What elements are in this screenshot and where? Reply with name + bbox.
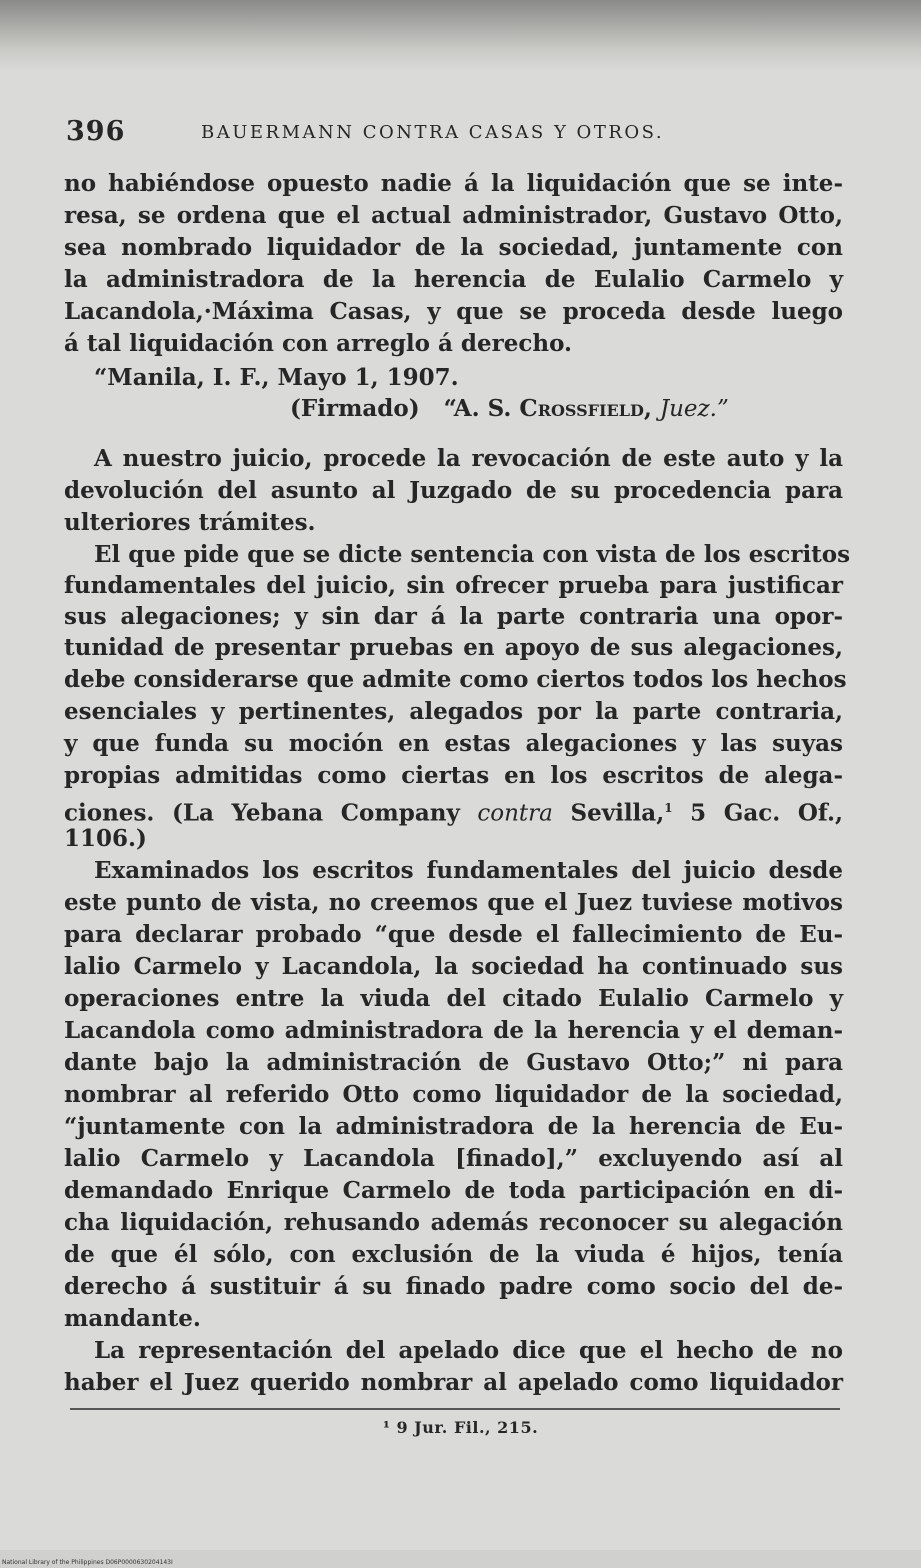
signature-prefix: (Firmado) xyxy=(290,395,420,422)
running-title: BAUERMANN CONTRA CASAS Y OTROS. xyxy=(201,122,665,143)
text-line: sus alegaciones; y sin dar á la parte contraria una opor- xyxy=(64,603,843,630)
scan-edge-top xyxy=(0,0,921,70)
running-head xyxy=(66,116,846,152)
citation-case: (La Yebana Company xyxy=(171,799,460,827)
text-line: lalio Carmelo y Lacandola [finado],” excluyendo así al xyxy=(64,1145,843,1172)
text-line: La representación del apelado dice que el hecho de no xyxy=(94,1337,843,1364)
scan-edge-bottom xyxy=(0,1550,921,1568)
text-line: Lacandola,·Máxima Casas, y que se proceda desde luego xyxy=(64,298,843,325)
citation-line xyxy=(64,792,843,827)
text-line: esenciales y pertinentes, alegados por la parte contraria, xyxy=(64,698,843,725)
text-line: ulteriores trámites. xyxy=(64,509,316,536)
text-line: y que funda su moción en estas alegaciones y las suyas xyxy=(64,730,843,757)
footnote: ¹ 9 Jur. Fil., 215. xyxy=(382,1418,539,1437)
text-line: nombrar al referido Otto como liquidador de la sociedad, xyxy=(64,1081,843,1108)
text-line: la administradora de la herencia de Eulalio Carmelo y xyxy=(64,266,843,293)
text-line: este punto de vista, no creemos que el Juez tuviese motivos xyxy=(64,889,843,916)
library-credit: National Library of the Philippines D06P0000630204143I xyxy=(2,1559,173,1566)
text-line: El que pide que se dicte sentencia con vista de los escritos xyxy=(94,541,851,568)
text-line: A nuestro juicio, procede la revocación de este auto y la xyxy=(94,445,843,472)
text-line: propias admitidas como ciertas en los escritos de alega- xyxy=(64,762,843,789)
text-line: para declarar probado “que desde el fallecimiento de Eu- xyxy=(64,921,843,948)
text-line: á tal liquidación con arreglo á derecho. xyxy=(64,330,573,357)
text-line: Lacandola como administradora de la herencia y el deman- xyxy=(64,1017,843,1044)
text-line: debe considerarse que admite como ciertos todos los hechos xyxy=(64,666,847,693)
text-line: operaciones entre la viuda del citado Eulalio Carmelo y xyxy=(64,985,843,1012)
text-line: dante bajo la administración de Gustavo Otto;” ni para xyxy=(64,1049,843,1076)
citation-contra: contra xyxy=(477,800,553,827)
text-line: devolución del asunto al Juzgado de su procedencia para xyxy=(64,477,843,504)
text-line: de que él sólo, con exclusión de la viuda é hijos, tenía xyxy=(64,1241,843,1268)
text-line: no habiéndose opuesto nadie á la liquidación que se inte- xyxy=(64,170,843,197)
text-line: demandado Enrique Carmelo de toda participación en di- xyxy=(64,1177,843,1204)
citation-start: ciones. xyxy=(64,799,155,827)
signature-line xyxy=(290,393,729,425)
text-line: derecho á sustituir á su finado padre como socio del de- xyxy=(64,1273,843,1300)
signature-title: Juez.” xyxy=(659,396,729,422)
text-line: Examinados los escritos fundamentales del juicio desde xyxy=(94,857,843,884)
citation-party: Sevilla, xyxy=(570,799,665,827)
footnote-marker: 1 xyxy=(664,801,673,815)
text-line: mandante. xyxy=(64,1305,201,1332)
text-line: lalio Carmelo y Lacandola, la sociedad ha continuado sus xyxy=(64,953,843,980)
text-line: sea nombrado liquidador de la sociedad, juntamente con xyxy=(64,234,843,261)
signature-name: “A. S. Crossfield, xyxy=(443,395,652,422)
text-line: cha liquidación, rehusando además reconocer su alegación xyxy=(64,1209,843,1236)
text-line: haber el Juez querido nombrar al apelado como liquidador xyxy=(64,1369,843,1396)
citation-reference: 5 Gac. Of., xyxy=(690,799,843,827)
text-line: 1106.) xyxy=(64,825,147,852)
text-line: resa, se ordena que el actual administrador, Gustavo Otto, xyxy=(64,202,843,229)
footnote-rule xyxy=(70,1408,840,1410)
text-line: fundamentales del juicio, sin ofrecer prueba para justificar xyxy=(64,572,843,599)
text-line: tunidad de presentar pruebas en apoyo de sus alegaciones, xyxy=(64,634,843,661)
page-number: 396 xyxy=(66,116,126,147)
date-line: “Manila, I. F., Mayo 1, 1907. xyxy=(94,364,459,391)
text-line: “juntamente con la administradora de la herencia de Eu- xyxy=(64,1113,843,1140)
